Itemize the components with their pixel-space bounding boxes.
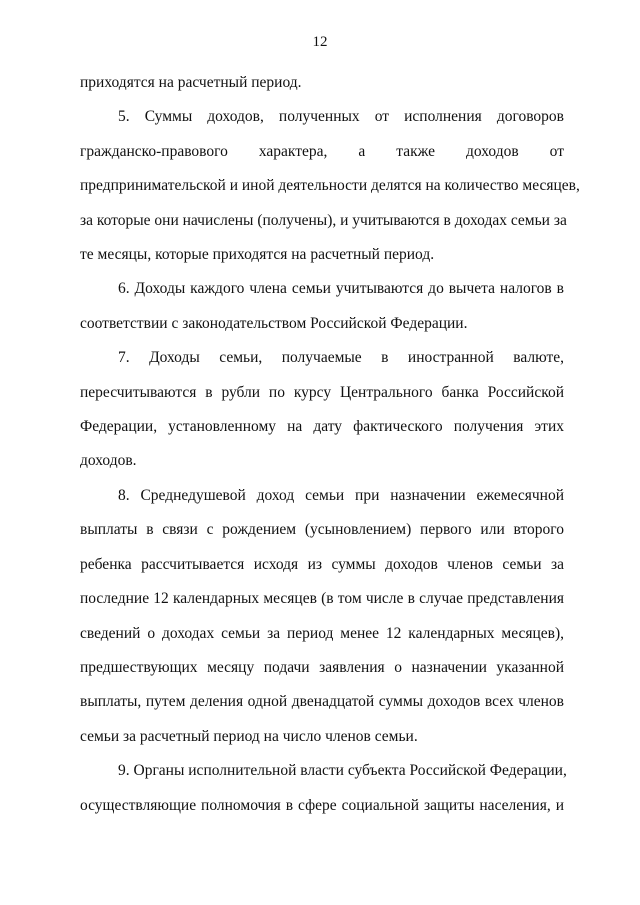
text-line: соответствии с законодательством Российской Федерации. — [80, 314, 468, 332]
text-line: 6. Доходы каждого члена семьи учитываются до вычета налогов в — [118, 280, 564, 298]
text-line: осуществляющие полномочия в сфере социальной защиты населения, и — [80, 796, 564, 814]
paragraph-continuation — [80, 66, 564, 100]
text-line: доходов. — [80, 452, 137, 470]
text-line: семьи за расчетный период на число членов семьи. — [80, 727, 418, 745]
text-line: 9. Органы исполнительной власти субъекта Российской Федерации, — [118, 762, 567, 780]
paragraph-6 — [80, 272, 564, 341]
paragraph-7 — [80, 341, 564, 479]
text-line: те месяцы, которые приходятся на расчетный период. — [80, 246, 435, 264]
text-line: приходятся на расчетный период. — [80, 74, 302, 91]
paragraph-5 — [80, 100, 580, 272]
text-line: выплаты в связи с рождением (усыновлением) первого или второго — [80, 521, 564, 539]
text-line: пересчитываются в рубли по курсу Центрального банка Российской — [80, 383, 564, 401]
paragraph-8 — [80, 479, 564, 754]
text-line: за которые они начислены (получены), и учитываются в доходах семьи за — [80, 211, 567, 229]
page-number: 12 — [312, 34, 328, 50]
paragraph-9 — [80, 754, 567, 823]
document-body — [80, 66, 580, 823]
text-line: последние 12 календарных месяцев (в том числе в случае представления — [80, 590, 564, 608]
text-line: предпринимательской и иной деятельности делятся на количество месяцев, — [80, 177, 580, 195]
text-line: выплаты, путем деления одной двенадцатой суммы доходов всех членов — [80, 693, 564, 711]
text-line: ребенка рассчитывается исходя из суммы доходов членов семьи за — [80, 555, 564, 573]
text-line: 8. Среднедушевой доход семьи при назначении ежемесячной — [118, 486, 564, 504]
text-line: Федерации, установленному на дату фактического получения этих — [80, 418, 564, 436]
text-line: 5. Суммы доходов, полученных от исполнения договоров — [118, 108, 564, 126]
text-line: 7. Доходы семьи, получаемые в иностранной валюте, — [118, 349, 564, 367]
text-line: гражданско-правового характера, а также доходов от — [80, 142, 564, 160]
text-line: сведений о доходах семьи за период менее 12 календарных месяцев), — [80, 624, 564, 642]
text-line: предшествующих месяцу подачи заявления о назначении указанной — [80, 658, 564, 676]
